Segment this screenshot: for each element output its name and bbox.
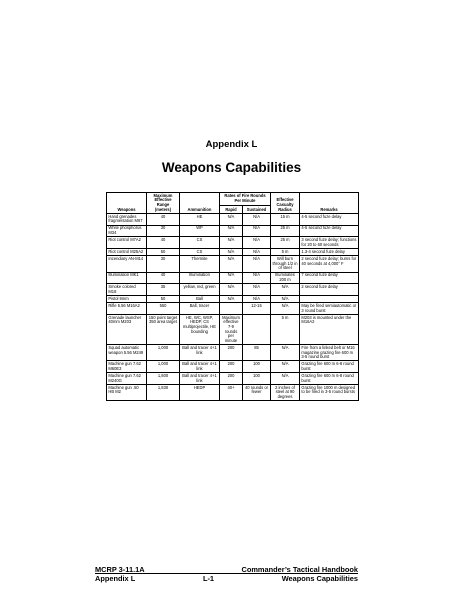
table-row: [107, 296, 359, 303]
cell-rapid: N/A: [220, 296, 243, 303]
cell-remarks: 2 second fuze delay; burns for 40 seconds at 4,000° F: [300, 256, 359, 272]
cell-remarks: [300, 296, 359, 303]
cell-remarks: 7 second fuze delay: [300, 272, 359, 284]
cell-casualty-radius: 5 m: [271, 315, 300, 345]
cell-rapid: N/A: [220, 213, 243, 225]
weapons-table: [106, 192, 359, 401]
cell-sustained: 100: [243, 361, 271, 373]
cell-ammunition: HEDP: [180, 384, 220, 400]
cell-rapid: 200: [220, 345, 243, 361]
table-row: [107, 256, 359, 272]
cell-sustained: N/A: [243, 237, 271, 249]
cell-casualty-radius: 5 m: [271, 249, 300, 256]
appendix-heading: Appendix L: [205, 139, 258, 150]
cell-weapon: Riot control M25A2: [107, 249, 147, 256]
table-row: [107, 237, 359, 249]
cell-casualty-radius: Will burn through 1/2 in of steel: [272, 256, 298, 271]
cell-range: 40: [147, 237, 180, 249]
cell-range: 30: [147, 256, 180, 272]
header-casualty-radius: Effective Casualty Radius: [271, 193, 300, 214]
cell-ammunition: Illumination: [180, 272, 220, 284]
cell-sustained: N/A: [243, 213, 271, 225]
cell-remarks: 4-5 second fuze delay: [300, 225, 359, 237]
cell-casualty-radius: 2 inches of steel at 90 degrees: [271, 384, 300, 400]
cell-weapon: Machine gun .50 HB M2: [107, 384, 147, 400]
cell-range: 30: [147, 225, 180, 237]
cell-sustained: N/A: [243, 256, 271, 272]
cell-weapon: Pistol 9mm: [107, 296, 147, 303]
cell-casualty-radius: N/A: [271, 345, 300, 361]
cell-range: 1,800: [147, 373, 180, 385]
cell-remarks: Grazing fire 1000 m designed to be fired in 3-5 round bursts: [300, 384, 359, 400]
cell-ammunition: Ball: [180, 296, 220, 303]
footer-doc-number: MCRP 3-11.1A: [95, 565, 145, 574]
cell-remarks: M203 is mounted under the M16A2: [300, 315, 359, 345]
cell-rapid: N/A: [220, 284, 243, 296]
header-ammunition: Ammunition: [180, 193, 220, 214]
cell-remarks: 1.3-4 second fuze delay: [300, 249, 359, 256]
cell-sustained: 12-15: [243, 303, 271, 315]
cell-weapon: Machine gun 7.62 M60E3: [107, 361, 147, 373]
cell-range: 40: [147, 213, 180, 225]
cell-weapon: Illumination MK1: [107, 272, 147, 284]
cell-range: 1,000: [147, 361, 180, 373]
cell-rapid: N/A: [220, 237, 243, 249]
cell-range: 35: [147, 284, 180, 296]
table-row: [107, 345, 359, 361]
cell-remarks: Fire from a linked belt or M16 magazine grazing fire 600 m 3-5 round burst: [300, 345, 359, 361]
cell-rapid: Maximum effective 7-9 rounds per minute: [220, 315, 243, 345]
cell-ammunition: Thermite: [180, 256, 220, 272]
cell-rapid: 200: [220, 373, 243, 385]
cell-remarks: Grazing fire 600 m 6-8 round burst: [300, 361, 359, 373]
cell-weapon: Riot control M7A2: [107, 237, 147, 249]
cell-weapon: Incendiary AN-M14: [107, 256, 147, 272]
cell-rapid: N/A: [220, 256, 243, 272]
cell-weapon: Squad automatic weapon 5.56 M249: [107, 345, 147, 361]
header-sustained: Sustained: [243, 205, 271, 213]
cell-ammunition: CS: [180, 237, 220, 249]
cell-rapid: N/A: [220, 272, 243, 284]
cell-remarks: Grazing fire 600 m 6-8 round burst: [300, 373, 359, 385]
cell-rapid: 200: [220, 361, 243, 373]
page-title: Weapons Capabilities: [161, 160, 302, 175]
cell-rapid: 40+: [220, 384, 243, 400]
header-weapons: Weapons: [107, 193, 147, 214]
cell-ammunition: Ball and tracer 4+1 link: [180, 361, 220, 373]
cell-weapon: Rifle 5.56 M16A2: [107, 303, 147, 315]
cell-ammunition: Ball and tracer 4+1 link: [180, 345, 220, 361]
cell-casualty-radius: N/A: [271, 284, 300, 296]
cell-remarks: 2 second fuze delay: [300, 284, 359, 296]
cell-casualty-radius: 15 m: [271, 213, 300, 225]
header-remarks: Remarks: [300, 193, 359, 214]
cell-weapon: Hand grenades fragmentation M67: [107, 213, 147, 225]
cell-rapid: N/A: [220, 249, 243, 256]
cell-range: 1,830: [147, 384, 180, 400]
cell-sustained: 100: [243, 373, 271, 385]
table-header-row: [107, 193, 359, 206]
table-row: [107, 384, 359, 400]
header-rapid: Rapid: [220, 205, 243, 213]
table-row: [107, 284, 359, 296]
cell-range: 50: [147, 296, 180, 303]
cell-sustained: N/A: [243, 249, 271, 256]
cell-casualty-radius: N/A: [271, 303, 300, 315]
cell-sustained: N/A: [243, 296, 271, 303]
cell-range: 550: [147, 303, 180, 315]
cell-sustained: N/A: [243, 284, 271, 296]
footer-doc-name: Commander’s Tactical Handbook: [241, 565, 358, 574]
footer-page-number: L-1: [202, 574, 215, 583]
table-row: [107, 373, 359, 385]
cell-casualty-radius: N/A: [271, 296, 300, 303]
footer-bottom-row: [95, 574, 358, 583]
table-row: [107, 303, 359, 315]
cell-range: 50: [147, 249, 180, 256]
footer-section: Weapons Capabilities: [281, 574, 358, 583]
cell-range: 40: [147, 272, 180, 284]
header-max-range: Maximum Effective Range (meters): [147, 193, 180, 214]
cell-sustained: N/A: [243, 225, 271, 237]
cell-weapon: Machine gun 7.62 M240G: [107, 373, 147, 385]
cell-casualty-radius: N/A: [271, 373, 300, 385]
cell-weapon: Grenade launcher 40mm M203: [107, 315, 147, 345]
cell-remarks: May be fired semiautomatic or 3 round burst: [300, 303, 359, 315]
header-rates-of-fire: Rates of Fire Rounds Per Minute: [220, 193, 271, 206]
table-row: [107, 225, 359, 237]
cell-ammunition: HE, WC, WSP, HEDP, CS multiprojectile, HE bounding: [180, 315, 220, 345]
table-row: [107, 213, 359, 225]
table-row: [107, 361, 359, 373]
cell-ammunition: yellow, red, green: [180, 284, 220, 296]
cell-ammunition: Ball, tracer: [180, 303, 220, 315]
cell-ammunition: HE: [180, 213, 220, 225]
cell-ammunition: CS: [180, 249, 220, 256]
cell-sustained: 85: [243, 345, 271, 361]
cell-sustained: N/A: [243, 272, 271, 284]
cell-casualty-radius: N/A: [271, 361, 300, 373]
cell-sustained: [243, 315, 271, 345]
cell-weapon: White phosphorus M34: [107, 225, 147, 237]
cell-casualty-radius: Illuminates 200 m: [271, 272, 300, 284]
cell-ammunition: Ball and tracer 4+1 link: [180, 373, 220, 385]
cell-sustained: 40 rounds or fewer: [243, 384, 271, 400]
table-row: [107, 315, 359, 345]
cell-casualty-radius: 25 m: [271, 237, 300, 249]
cell-rapid: N/A: [220, 225, 243, 237]
cell-casualty-radius: 25 m: [271, 225, 300, 237]
table-row: [107, 272, 359, 284]
cell-range: 150 point target 350 area target: [147, 315, 180, 345]
cell-rapid: [220, 303, 243, 315]
cell-remarks: 3 second fuze delay; functions for 20 to 60 seconds: [300, 237, 359, 249]
cell-range: 1,000: [147, 345, 180, 361]
cell-weapon: Smoke colored M18: [107, 284, 147, 296]
cell-remarks: 4-5 second fuze delay: [300, 213, 359, 225]
cell-ammunition: WP: [180, 225, 220, 237]
table-row: [107, 249, 359, 256]
footer-appendix: Appendix L: [95, 574, 136, 583]
